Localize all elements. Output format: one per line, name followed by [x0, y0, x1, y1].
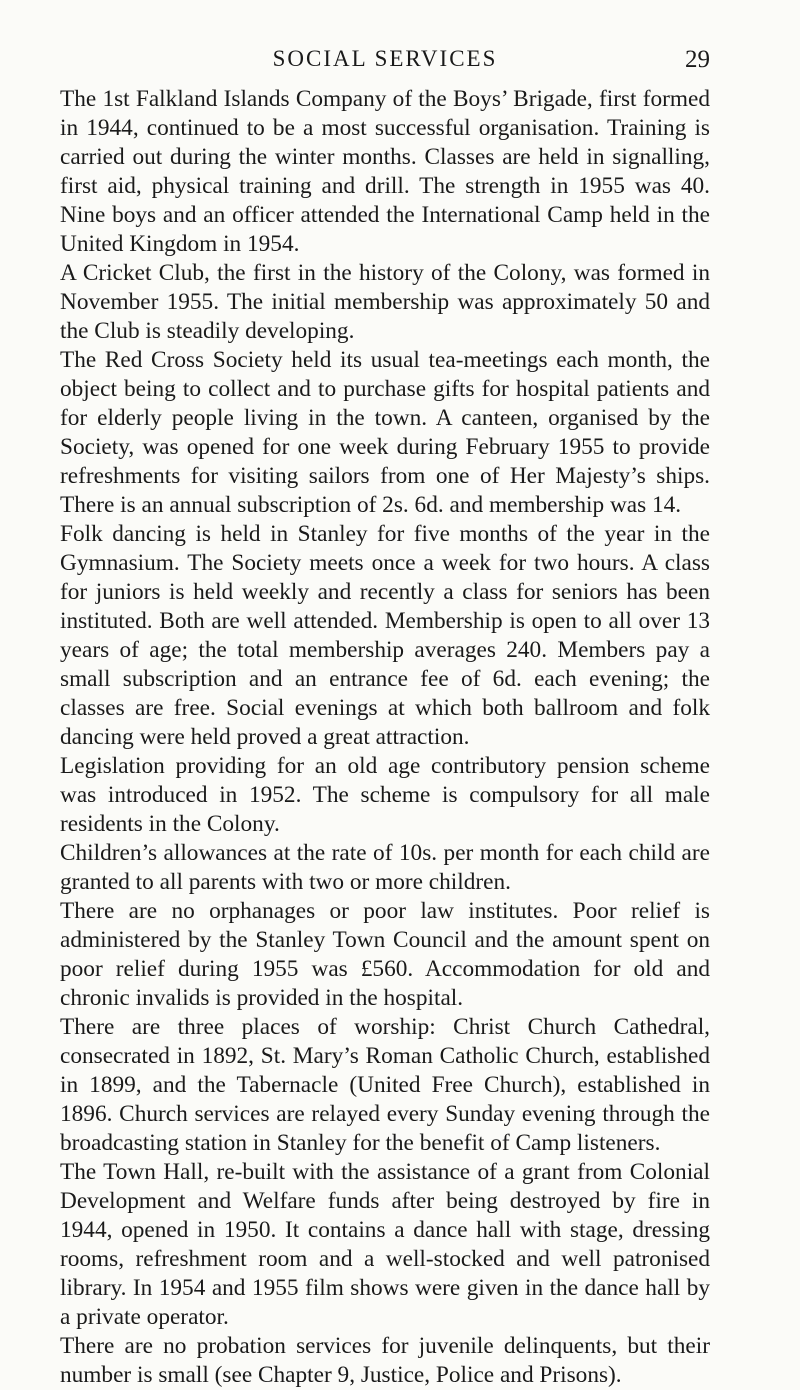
paragraph-boys-brigade: The 1st Falkland Islands Company of the Boys’ Brigade, first formed in 1944, continued to be a most successful organisation. Training is carried out during the winter months. Classes are held in signalling, first aid, physical training and drill. The strength in 1955 was 40. Nine boys and an officer attended the International Camp held in the United Kingdom in 1954.	[60, 86, 710, 257]
paragraph-red-cross: The Red Cross Society held its usual tea-meetings each month, the object being to collect and to purchase gifts for hospital patients and for elderly people living in the town. A canteen, organised by the Society, was opened for one week during February 1955 to provide refreshments for visiting sailors from one of Her Majesty’s ships. There is an annual subscription of 2s. 6d. and membership was 14.	[60, 347, 710, 518]
running-title: SOCIAL SERVICES	[272, 46, 498, 71]
paragraph-places-of-worship: There are three places of worship: Christ Church Cathedral, consecrated in 1892, St. Mary’s Roman Catholic Church, established in 1899, and the Tabernacle (United Free Church), established in 1896. Church services are relayed every Sunday evening through the broadcasting station in Stanley for the benefit of Camp listeners.	[60, 1014, 710, 1156]
paragraph-probation: There are no probation services for juvenile delinquents, but their number is small (see Chapter 9, Justice, Police and Prisons).	[60, 1333, 710, 1388]
paragraph-pension-scheme: Legislation providing for an old age contributory pension scheme was introduced in 1952. The scheme is compulsory for all male residents in the Colony.	[60, 753, 710, 837]
paragraph-town-hall: The Town Hall, re-built with the assistance of a grant from Colonial Development and Welfare funds after being destroyed by fire in 1944, opened in 1950. It contains a dance hall with stage, dressing rooms, refreshment room and a well-stocked and well patronised library. In 1954 and 1955 film shows were given in the dance hall by a private operator.	[60, 1159, 710, 1330]
page-number: 29	[685, 46, 710, 73]
paragraph-folk-dancing: Folk dancing is held in Stanley for five months of the year in the Gymnasium. The Society meets once a week for two hours. A class for juniors is held weekly and recently a class for seniors has been instituted. Both are well attended. Membership is open to all over 13 years of age; the total membership averages 240. Members pay a small subscription and an entrance fee of 6d. each evening; the classes are free. Social evenings at which both ballroom and folk dancing were held proved a great attraction.	[60, 521, 710, 750]
paragraph-cricket-club: A Cricket Club, the first in the history of the Colony, was formed in November 1955. The initial membership was approximately 50 and the Club is steadily developing.	[60, 260, 710, 344]
paragraph-poor-relief: There are no orphanages or poor law institutes. Poor relief is administered by the Stanley Town Council and the amount spent on poor relief during 1955 was £560. Accommodation for old and chronic invalids is provided in the hospital.	[60, 898, 710, 1011]
paragraph-childrens-allowances: Children’s allowances at the rate of 10s. per month for each child are granted to all parents with two or more children.	[60, 840, 710, 895]
body-text	[60, 85, 710, 1390]
page-header	[60, 46, 710, 80]
